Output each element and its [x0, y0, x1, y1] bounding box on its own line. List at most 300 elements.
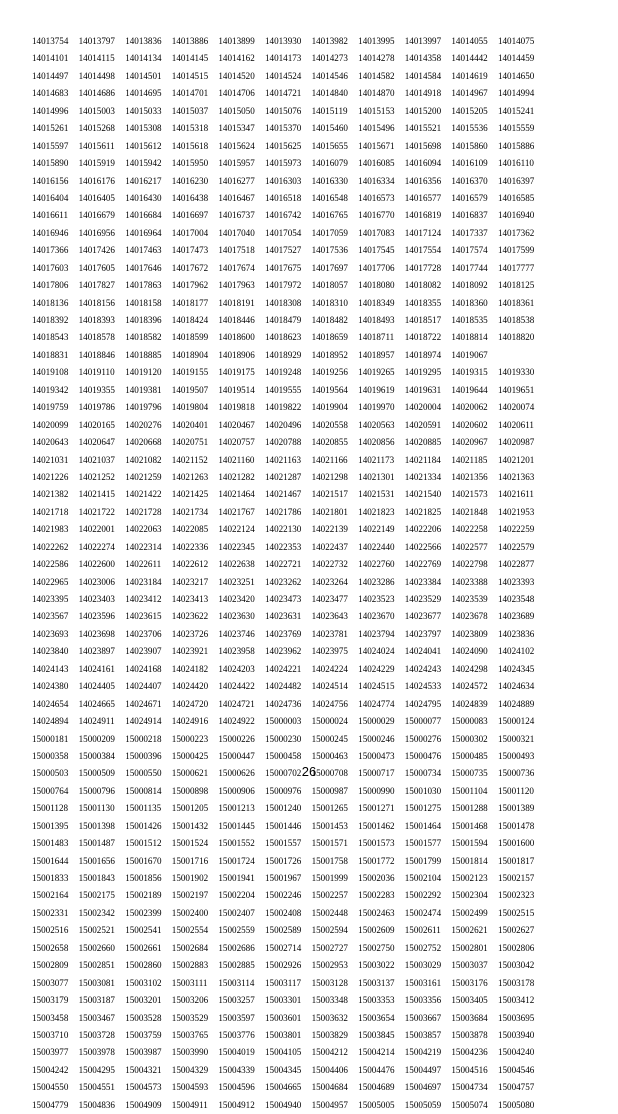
- table-cell: 14019507: [171, 384, 209, 395]
- table-cell: 14014619: [451, 70, 488, 81]
- table-cell: 14024795: [404, 698, 442, 709]
- table-cell: 14014584: [404, 70, 442, 81]
- table-cell: 15003353: [358, 995, 395, 1006]
- table-cell: 14014967: [451, 88, 488, 99]
- table-cell: 15003529: [171, 1012, 209, 1023]
- table-cell: 14017605: [78, 262, 115, 273]
- table-cell: 15001814: [451, 855, 488, 866]
- table-cell: 14023630: [218, 611, 255, 622]
- table-cell: 15000302: [451, 733, 488, 744]
- table-cell: 15003176: [451, 977, 488, 988]
- table-cell: 15003257: [218, 995, 255, 1006]
- table-cell: 15001644: [32, 855, 69, 866]
- table-cell: 14021823: [358, 506, 395, 517]
- table-cell: 15001104: [451, 785, 488, 796]
- table-cell: 14015942: [125, 158, 162, 169]
- table-cell: 15004406: [311, 1064, 348, 1075]
- table-cell: 14023677: [404, 611, 442, 622]
- table-cell: 14017366: [32, 245, 69, 256]
- table-cell: 15005059: [404, 1099, 442, 1110]
- table-cell: 14015153: [358, 105, 395, 116]
- table-cell: 14017697: [311, 262, 348, 273]
- table-cell: 14024221: [264, 663, 302, 674]
- table-cell: 14015076: [264, 105, 302, 116]
- table-cell: 14021611: [497, 489, 534, 500]
- table-cell: 14024407: [125, 681, 162, 692]
- table-cell: 15002516: [32, 925, 69, 936]
- table-cell: 15001594: [451, 838, 488, 849]
- table-row: [32, 33, 592, 50]
- table-cell: 14017672: [171, 262, 209, 273]
- table-cell: 14022001: [78, 524, 115, 535]
- table-cell: 14013982: [311, 36, 348, 46]
- table-cell: 14014442: [451, 53, 488, 64]
- table-cell: 14022139: [311, 524, 348, 535]
- table-cell: 15002474: [404, 907, 442, 918]
- table-cell: 15000976: [264, 785, 302, 796]
- table-cell: 14020885: [404, 437, 442, 448]
- table-cell: 15001843: [78, 873, 115, 883]
- table-cell: 14024380: [32, 681, 69, 692]
- table-cell: 15001999: [311, 873, 348, 883]
- table-cell: 14021517: [311, 489, 348, 500]
- table-cell: 15000463: [311, 750, 348, 761]
- table-cell: 14016110: [497, 158, 534, 169]
- table-cell: 15001902: [171, 873, 209, 883]
- table-cell: 14020855: [311, 437, 348, 448]
- table-cell: 15000003: [264, 716, 302, 727]
- table-cell: 14024665: [78, 698, 115, 709]
- table-cell: 14016697: [171, 210, 209, 221]
- table-cell: 14023958: [218, 646, 255, 657]
- table-cell: 15003111: [171, 977, 208, 988]
- table-cell: 14015655: [311, 140, 348, 151]
- table-cell: 14022063: [125, 524, 162, 535]
- table-cell: 14024143: [32, 663, 69, 674]
- table-cell: 14015268: [78, 123, 115, 134]
- table-row: [32, 574, 592, 591]
- table-cell: 14024224: [311, 663, 348, 674]
- table-cell: 15003829: [311, 1029, 348, 1040]
- table-row: [32, 173, 592, 190]
- table-cell: 14015698: [404, 140, 442, 151]
- table-cell: 14023473: [264, 594, 302, 604]
- table-cell: 14024422: [218, 681, 255, 692]
- table-cell: 14022612: [171, 559, 209, 570]
- table-cell: 15000550: [125, 768, 162, 779]
- table-cell: 15001478: [497, 820, 535, 831]
- table-cell: 14018957: [358, 349, 395, 360]
- table-row: [32, 992, 592, 1009]
- table-cell: 14014996: [32, 105, 69, 116]
- table-cell: 14014686: [78, 88, 115, 99]
- table-cell: 14021226: [32, 471, 69, 482]
- table-row: [32, 103, 592, 120]
- table-cell: 14022258: [451, 524, 488, 535]
- table-cell: 15002399: [125, 907, 162, 918]
- table-cell: 14023809: [451, 628, 488, 639]
- table-cell: 15003710: [32, 1029, 69, 1040]
- table-cell: 15001130: [78, 803, 115, 814]
- table-cell: 14021334: [404, 471, 442, 482]
- table-cell: 14014524: [264, 70, 302, 81]
- table-cell: 14013995: [358, 36, 395, 46]
- table-cell: 14018578: [78, 332, 115, 343]
- table-cell: 14024654: [32, 698, 69, 709]
- table-cell: 14023286: [358, 576, 395, 587]
- table-cell: 15000702: [264, 768, 302, 779]
- table-cell: 14023615: [125, 611, 162, 622]
- table-cell: 14024533: [404, 681, 442, 692]
- table-cell: 14015886: [497, 140, 535, 151]
- table-cell: 15002609: [358, 925, 395, 936]
- table-cell: 14023384: [404, 576, 442, 587]
- table-cell: 15001205: [171, 803, 209, 814]
- table-cell: 14023781: [311, 628, 348, 639]
- table-row: [32, 277, 592, 294]
- table-cell: 15003878: [451, 1029, 488, 1040]
- table-cell: 14023670: [358, 611, 395, 622]
- table-row: [32, 434, 592, 451]
- table-cell: 15000764: [32, 785, 69, 796]
- table-cell: 14020751: [171, 437, 209, 448]
- table-cell: 14023264: [311, 576, 348, 587]
- table-cell: 14024229: [358, 663, 395, 674]
- table-cell: 14019108: [32, 367, 69, 378]
- table-cell: 14018831: [32, 349, 69, 360]
- table-cell: 14013899: [218, 36, 255, 46]
- table-cell: 14018623: [264, 332, 302, 343]
- table-cell: 15002752: [404, 942, 442, 953]
- table-cell: 15000990: [358, 785, 395, 796]
- table-cell: 15002448: [311, 907, 348, 918]
- table-cell: 14014721: [264, 88, 302, 99]
- table-row: [32, 713, 592, 730]
- table-cell: 14014498: [78, 70, 115, 81]
- table-cell: 15004593: [171, 1082, 209, 1093]
- table-cell: 15001462: [358, 820, 395, 831]
- table-cell: 14017706: [358, 262, 395, 273]
- table-cell: 14022769: [404, 559, 442, 570]
- table-cell: 14017536: [311, 245, 348, 256]
- table-cell: 14019381: [125, 384, 162, 395]
- table-cell: 14016573: [358, 192, 395, 203]
- table-cell: 14019355: [78, 384, 115, 395]
- table-cell: 14018393: [78, 315, 115, 325]
- table-cell: 14018158: [125, 297, 162, 308]
- table-cell: 14018092: [451, 280, 488, 291]
- table-cell: 15002750: [358, 942, 395, 953]
- table-cell: 14014701: [171, 88, 209, 99]
- table-cell: 14018929: [264, 349, 302, 360]
- table-cell: 15002407: [218, 907, 255, 918]
- table-cell: 15004909: [125, 1099, 162, 1110]
- table-cell: 14016079: [311, 158, 348, 169]
- table-cell: 14021467: [264, 489, 302, 500]
- table-cell: 14017040: [218, 227, 255, 238]
- table-cell: 15000621: [171, 768, 209, 779]
- table-cell: 15002036: [358, 873, 395, 883]
- table-cell: 15001577: [404, 838, 442, 849]
- table-cell: 15002860: [125, 960, 162, 971]
- table-cell: 15003077: [32, 977, 69, 988]
- table-cell: 15003301: [264, 995, 302, 1006]
- table-cell: 14021786: [264, 506, 302, 517]
- table-cell: 15001135: [125, 803, 162, 814]
- table-cell: 14023794: [358, 628, 395, 639]
- table-cell: 14023539: [451, 594, 488, 604]
- table-cell: 15004240: [497, 1047, 535, 1058]
- table-cell: 14018082: [404, 280, 442, 291]
- table-cell: 15003845: [358, 1029, 395, 1040]
- table-cell: 15003601: [264, 1012, 302, 1023]
- table-cell: 14018482: [311, 315, 348, 325]
- table-cell: 15003632: [311, 1012, 348, 1023]
- table-cell: 15001833: [32, 873, 69, 883]
- table-cell: 14018711: [358, 332, 395, 343]
- table-row: [32, 853, 592, 870]
- table-cell: 14024203: [218, 663, 255, 674]
- table-cell: 14015318: [171, 123, 209, 134]
- table-cell: 15002851: [78, 960, 115, 971]
- table-cell: 14023403: [78, 594, 115, 604]
- table-cell: 14021252: [78, 471, 115, 482]
- table-row: [32, 940, 592, 957]
- table-cell: 14015611: [78, 140, 115, 151]
- table-cell: 15003940: [497, 1029, 535, 1040]
- table-cell: 14017545: [358, 245, 395, 256]
- table-cell: 14021540: [404, 489, 442, 500]
- table-cell: 15003201: [125, 995, 162, 1006]
- table-cell: 14020668: [125, 437, 162, 448]
- table-cell: 14022577: [451, 541, 488, 552]
- table-cell: 15004757: [497, 1082, 535, 1093]
- table-cell: 15000425: [171, 750, 209, 761]
- table-cell: 14017124: [404, 227, 442, 238]
- table-cell: 14019155: [171, 367, 209, 378]
- table-cell: 15004105: [264, 1047, 302, 1058]
- table-cell: 15000493: [497, 750, 535, 761]
- table-cell: 14022130: [264, 524, 302, 535]
- table-row: [32, 190, 592, 207]
- table-cell: 14018885: [125, 349, 162, 360]
- table-cell: 14021425: [171, 489, 209, 500]
- table-cell: 14024922: [218, 716, 255, 727]
- table-cell: 14022760: [358, 559, 395, 570]
- table-cell: 14017646: [125, 262, 162, 273]
- table-cell: 14017963: [218, 280, 255, 291]
- table-cell: 14015860: [451, 140, 488, 151]
- table-cell: 14016404: [32, 192, 69, 203]
- table-cell: 14021722: [78, 506, 115, 517]
- table-cell: 15003728: [78, 1029, 115, 1040]
- table-cell: 15001432: [171, 820, 209, 831]
- table-cell: 15000814: [125, 785, 162, 796]
- table-cell: 14018846: [78, 349, 115, 360]
- table-cell: 15001724: [218, 855, 255, 866]
- table-cell: 15002204: [218, 890, 255, 901]
- table-cell: 14017463: [125, 245, 162, 256]
- table-cell: 15002686: [218, 942, 255, 953]
- table-cell: 14024756: [311, 698, 348, 709]
- table-cell: 14021184: [404, 454, 441, 465]
- table-cell: 14016438: [171, 192, 209, 203]
- table-cell: 14019904: [311, 402, 348, 413]
- table-row: [32, 835, 592, 852]
- table-cell: 14018310: [311, 297, 348, 308]
- table-cell: 14016303: [264, 175, 302, 186]
- table-cell: 14016330: [311, 175, 348, 186]
- table-row: [32, 957, 592, 974]
- table-cell: 14015308: [125, 123, 162, 134]
- table-cell: 14023217: [171, 576, 209, 587]
- table-cell: 15001512: [125, 838, 162, 849]
- table-row: [32, 68, 592, 85]
- table-cell: 15001389: [497, 803, 535, 814]
- table-row: [32, 85, 592, 102]
- table-cell: 15003178: [497, 977, 535, 988]
- table-cell: 14023262: [264, 576, 302, 587]
- table-cell: 14018479: [264, 315, 302, 325]
- table-cell: 15004242: [32, 1064, 69, 1075]
- table-cell: 15003137: [358, 977, 395, 988]
- table-cell: 15004476: [358, 1064, 395, 1075]
- table-cell: 14022336: [171, 541, 209, 552]
- table-cell: 14023746: [218, 628, 255, 639]
- table-cell: 14024182: [171, 663, 209, 674]
- table-cell: 15001275: [404, 803, 442, 814]
- table-cell: 14021185: [451, 454, 488, 465]
- table-row: [32, 486, 592, 503]
- table-cell: 14016684: [125, 210, 162, 221]
- table-cell: 14023769: [264, 628, 302, 639]
- table-cell: 14017426: [78, 245, 115, 256]
- table-cell: 14019120: [125, 367, 162, 378]
- table-cell: 14019175: [218, 367, 255, 378]
- table-cell: 14021363: [497, 471, 535, 482]
- table-cell: 14019631: [404, 384, 442, 395]
- table-cell: 14022440: [358, 541, 395, 552]
- table-cell: 15000358: [32, 750, 69, 761]
- table-cell: 14019786: [78, 402, 115, 413]
- table-cell: 14016819: [404, 210, 442, 221]
- table-cell: 15004665: [264, 1082, 302, 1093]
- table-row: [32, 469, 592, 486]
- table-cell: 14023689: [497, 611, 535, 622]
- table-cell: 15005005: [358, 1099, 395, 1110]
- table-cell: 15000396: [125, 750, 162, 761]
- table-cell: 15003597: [218, 1012, 255, 1023]
- table-cell: 14024889: [497, 698, 535, 709]
- table-cell: 15002714: [264, 942, 302, 953]
- table-cell: 15002926: [264, 960, 302, 971]
- table-cell: 15004779: [32, 1099, 69, 1110]
- table-cell: 14023726: [171, 628, 209, 639]
- table-cell: 15002197: [171, 890, 209, 901]
- table-row: [32, 591, 592, 608]
- table-cell: 14023897: [78, 646, 115, 657]
- table-cell: 14017599: [497, 245, 535, 256]
- table-cell: 14018156: [78, 297, 115, 308]
- table-cell: 15000124: [497, 716, 535, 727]
- table-cell: 15000906: [218, 785, 255, 796]
- table-cell: 15003348: [311, 995, 348, 1006]
- table-cell: 15000077: [404, 716, 442, 727]
- table-cell: 14019796: [125, 402, 162, 413]
- table-cell: 14013886: [171, 36, 209, 46]
- table-cell: 14023393: [497, 576, 535, 587]
- table-cell: 14018600: [218, 332, 255, 343]
- table-cell: 15002883: [171, 960, 209, 971]
- table-cell: 15000626: [218, 768, 255, 779]
- table-cell: 15000717: [358, 768, 395, 779]
- table-cell: 15002283: [358, 890, 395, 901]
- table-cell: 15003776: [218, 1029, 255, 1040]
- table-cell: 14023797: [404, 628, 442, 639]
- table-cell: 14014501: [125, 70, 162, 81]
- table-cell: 14018659: [311, 332, 348, 343]
- table-cell: 15003695: [497, 1012, 535, 1023]
- table-cell: 14018952: [311, 349, 348, 360]
- table-cell: 15001716: [171, 855, 209, 866]
- table-cell: 15002123: [451, 873, 488, 883]
- table-cell: 14019818: [218, 402, 255, 413]
- table-cell: 14020611: [497, 419, 534, 430]
- table-cell: 14016430: [125, 192, 162, 203]
- table-cell: 14016370: [451, 175, 488, 186]
- table-cell: 14023395: [32, 594, 69, 604]
- table-cell: 14018360: [451, 297, 488, 308]
- table-cell: 14023921: [171, 646, 209, 657]
- table-cell: 15000987: [311, 785, 348, 796]
- table-cell: 15001573: [358, 838, 395, 849]
- table-cell: 15003528: [125, 1012, 162, 1023]
- table-cell: 14014582: [358, 70, 395, 81]
- table-cell: 14018974: [404, 349, 442, 360]
- table-row: [32, 922, 592, 939]
- table-cell: 14015625: [264, 140, 302, 151]
- table-cell: 15004734: [451, 1082, 488, 1093]
- table-cell: 14014695: [125, 88, 162, 99]
- table-cell: 14021259: [125, 471, 162, 482]
- table-cell: 14022877: [497, 559, 535, 570]
- table-cell: 15003029: [404, 960, 442, 971]
- table-cell: 14020967: [451, 437, 488, 448]
- table-cell: 14018177: [171, 297, 209, 308]
- table-cell: 14020062: [451, 402, 488, 413]
- table-cell: 15002806: [497, 942, 535, 953]
- table-cell: 14019067: [451, 349, 488, 360]
- table-cell: 14015033: [125, 105, 162, 116]
- table-cell: 14016956: [78, 227, 115, 238]
- table-cell: 14024102: [497, 646, 535, 657]
- table-cell: 14021082: [125, 454, 162, 465]
- table-cell: 14014497: [32, 70, 69, 81]
- table-cell: 14024671: [125, 698, 162, 709]
- table-cell: 14023698: [78, 628, 115, 639]
- table-cell: 14015973: [264, 158, 302, 169]
- table-cell: 14018517: [404, 315, 442, 325]
- table-cell: 14018904: [171, 349, 209, 360]
- table-cell: 14016770: [358, 210, 395, 221]
- table-cell: 15001128: [32, 803, 69, 814]
- table-row: [32, 626, 592, 643]
- table-cell: 15004550: [32, 1082, 69, 1093]
- table-cell: 15002660: [78, 942, 115, 953]
- table-cell: 15001395: [32, 820, 69, 831]
- table-cell: 14018424: [171, 315, 209, 325]
- table-cell: 14023962: [264, 646, 302, 657]
